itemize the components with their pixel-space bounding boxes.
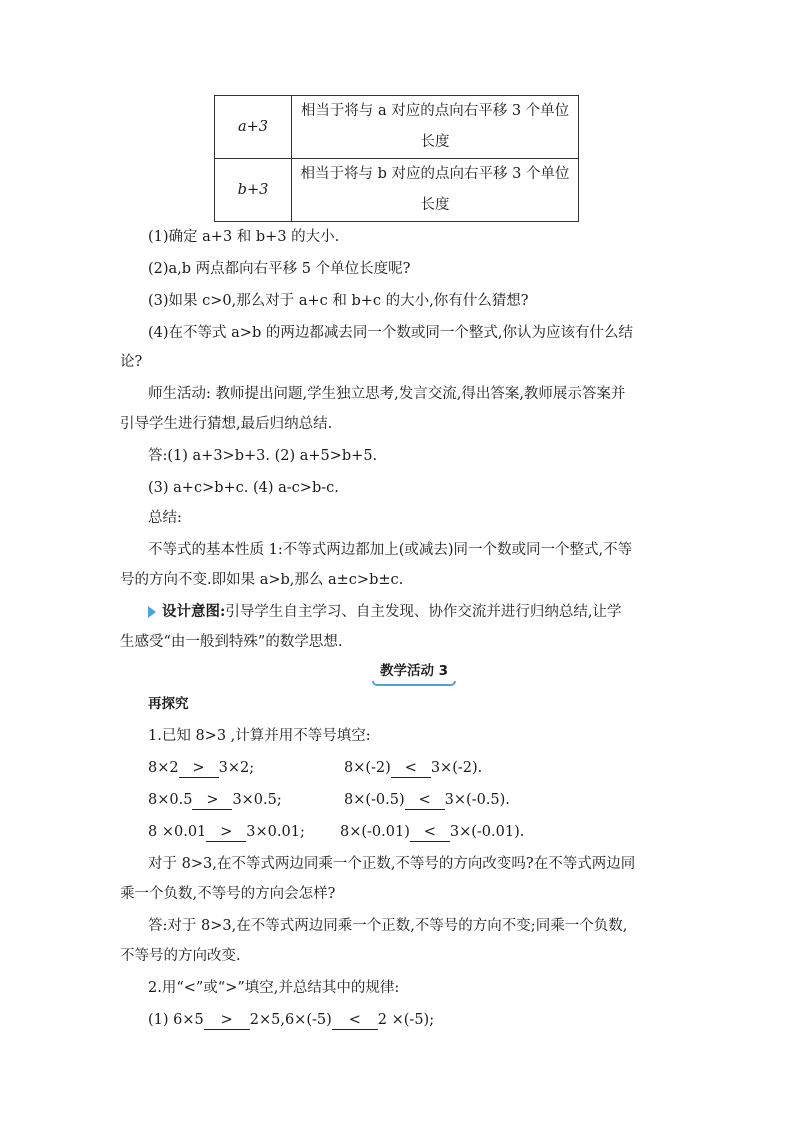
answer-blank: > — [179, 760, 219, 778]
answer-blank: > — [192, 792, 232, 810]
exercise-2-item-1: (1) 6×5 > 2×5,6×(-5) < 2 ×(-5); — [148, 1012, 435, 1028]
fill-right-1: 8×(-2) < 3×(-2). — [344, 760, 483, 776]
exercise-2-prompt: 2.用“<”或“>”填空,并总结其中的规律: — [148, 980, 400, 996]
answer-blank: > — [206, 824, 246, 842]
fill-left-2: 8×0.5 > 3×0.5; — [148, 792, 282, 808]
activity-title: 教学活动 3 — [379, 663, 449, 679]
design-intent — [148, 602, 621, 622]
table-cell-expression: a+3 — [215, 96, 292, 159]
table-cell-expression: b+3 — [215, 159, 292, 222]
summary-text-cont: 号的方向不变.即如果 a>b,那么 a±c>b±c. — [120, 572, 404, 588]
table-row — [215, 96, 579, 159]
table-row — [215, 159, 579, 222]
question-4: (4)在不等式 a>b 的两边都减去同一个数或同一个整式,你认为应该有什么结 — [148, 325, 633, 341]
summary-text: 不等式的基本性质 1:不等式两边都加上(或减去)同一个数或同一个整式,不等 — [148, 542, 633, 558]
fill-left-3: 8 ×0.01 > 3×0.01; — [148, 824, 305, 840]
answer-line-2: (3) a+c>b+c. (4) a-c>b-c. — [148, 480, 339, 496]
answer-blank: < — [410, 824, 450, 842]
exercise-question: 对于 8>3,在不等式两边同乘一个正数,不等号的方向改变吗?在不等式两边同 — [148, 856, 636, 872]
question-1: (1)确定 a+3 和 b+3 的大小. — [148, 229, 340, 245]
design-intent-label: 设计意图: — [162, 603, 226, 620]
activity-description-cont: 引导学生进行猜想,最后归纳总结. — [120, 416, 333, 432]
answer-blank: < — [405, 792, 445, 810]
exercise-answer-cont: 不等号的方向改变. — [120, 948, 241, 964]
play-arrow-icon — [148, 606, 156, 618]
design-intent-text: 引导学生自主学习、自主发现、协作交流并进行归纳总结,让学 — [225, 604, 622, 620]
question-2: (2)a,b 两点都向右平移 5 个单位长度呢? — [148, 261, 411, 277]
translation-table — [214, 95, 579, 222]
design-intent-cont: 生感受“由一般到特殊”的数学思想. — [120, 634, 343, 650]
answer-blank: > — [204, 1012, 250, 1030]
table-cell-description: 相当于将与 b 对应的点向右平移 3 个单位 长度 — [292, 159, 579, 222]
answer-blank: < — [332, 1012, 378, 1030]
fill-right-2: 8×(-0.5) < 3×(-0.5). — [344, 792, 510, 808]
fill-left-1: 8×2 > 3×2; — [148, 760, 255, 776]
answer-blank: < — [391, 760, 431, 778]
fill-right-3: 8×(-0.01) < 3×(-0.01). — [340, 824, 525, 840]
exercise-1-prompt: 1.已知 8>3 ,计算并用不等号填空: — [148, 728, 371, 744]
question-4-cont: 论? — [120, 354, 143, 370]
exercise-question-cont: 乘一个负数,不等号的方向会怎样? — [120, 886, 336, 902]
table-cell-description: 相当于将与 a 对应的点向右平移 3 个单位 长度 — [292, 96, 579, 159]
activity-title-decoration — [372, 681, 456, 686]
answer-line-1: 答:(1) a+3>b+3. (2) a+5>b+5. — [148, 448, 378, 464]
section-heading: 再探究 — [148, 696, 189, 712]
summary-label: 总结: — [148, 510, 182, 526]
question-3: (3)如果 c>0,那么对于 a+c 和 b+c 的大小,你有什么猜想? — [148, 293, 529, 309]
exercise-answer: 答:对于 8>3,在不等式两边同乘一个正数,不等号的方向不变;同乘一个负数, — [148, 918, 628, 934]
activity-description: 师生活动: 教师提出问题,学生独立思考,发言交流,得出答案,教师展示答案并 — [148, 386, 626, 402]
